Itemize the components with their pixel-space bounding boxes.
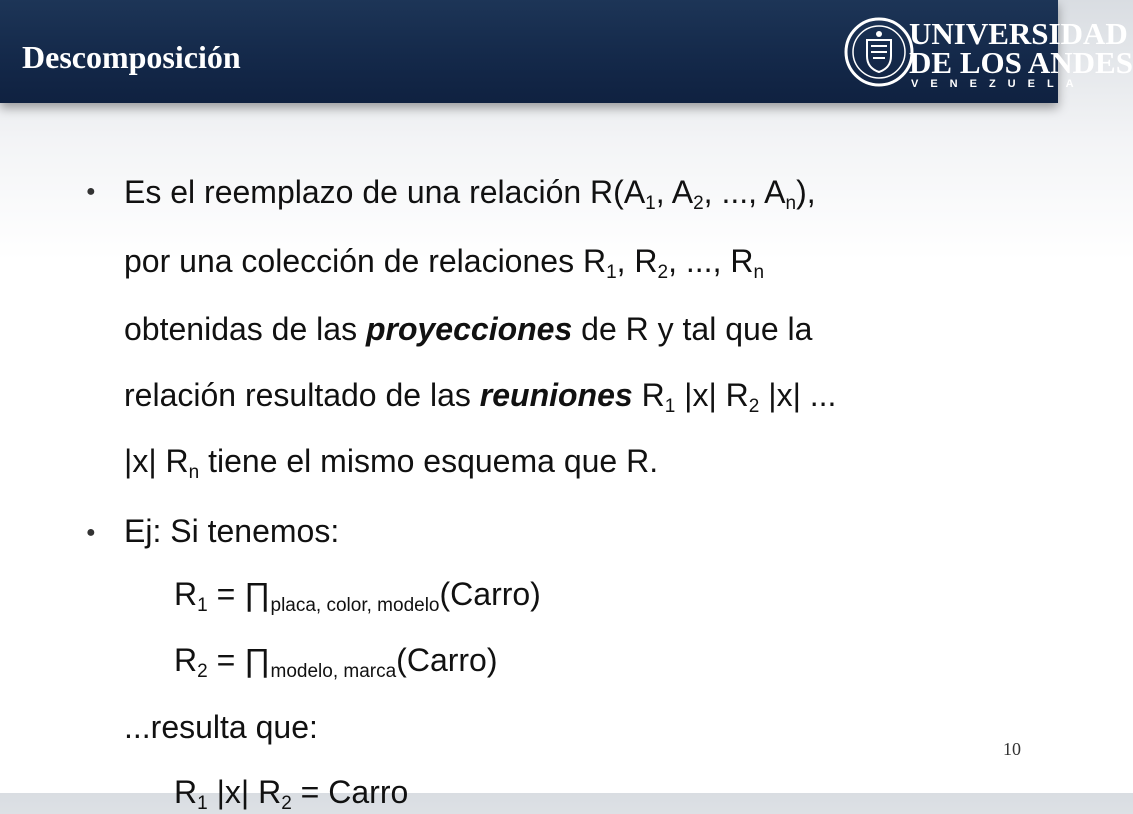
bullet-icon: ● [86,183,96,200]
logo-line-venezuela: VENEZUELA [911,78,1086,90]
logo-line-universidad: UNIVERSIDAD [909,16,1128,51]
bullet2-text: Ej: Si tenemos: [124,513,340,549]
emphasis-reuniones: reuniones [479,377,633,413]
formula-r2: $R_2$ = $\prod_{modelo, marca}(Carro)$ [174,642,498,682]
result-label: ...resulta que: [124,709,318,745]
emphasis-proyecciones: proyecciones [365,311,573,347]
page-number: 10 [1003,739,1021,759]
slide-title: Descomposición [22,39,241,75]
bullet1-line4: relación resultado de las reuniones $R_1$ |x| $R_2$ |x| ... [124,377,837,417]
logo-line-de-los-andes: DE LOS ANDES [909,45,1133,80]
bullet1-line3: obtenidas de las proyecciones de R y tal que la [124,311,813,347]
formula-r1: $R_1$ = $\prod_{placa, color, modelo}(Carro)$ [174,576,541,616]
bullet1-line1: Es el reemplazo de una relación $R(A_1$, $A_2$, ..., $A_n$), [124,174,816,214]
bullet-icon: ● [86,524,96,541]
bullet1-line5: |x| $R_n$ tiene el mismo esquema que R. [124,443,659,483]
bullet1-line2: por una colección de relaciones $R_1$, $R_2$, ..., $R_n$ [124,243,765,283]
result-formula: $R_1$ |x| $R_2$ = Carro [174,774,409,814]
